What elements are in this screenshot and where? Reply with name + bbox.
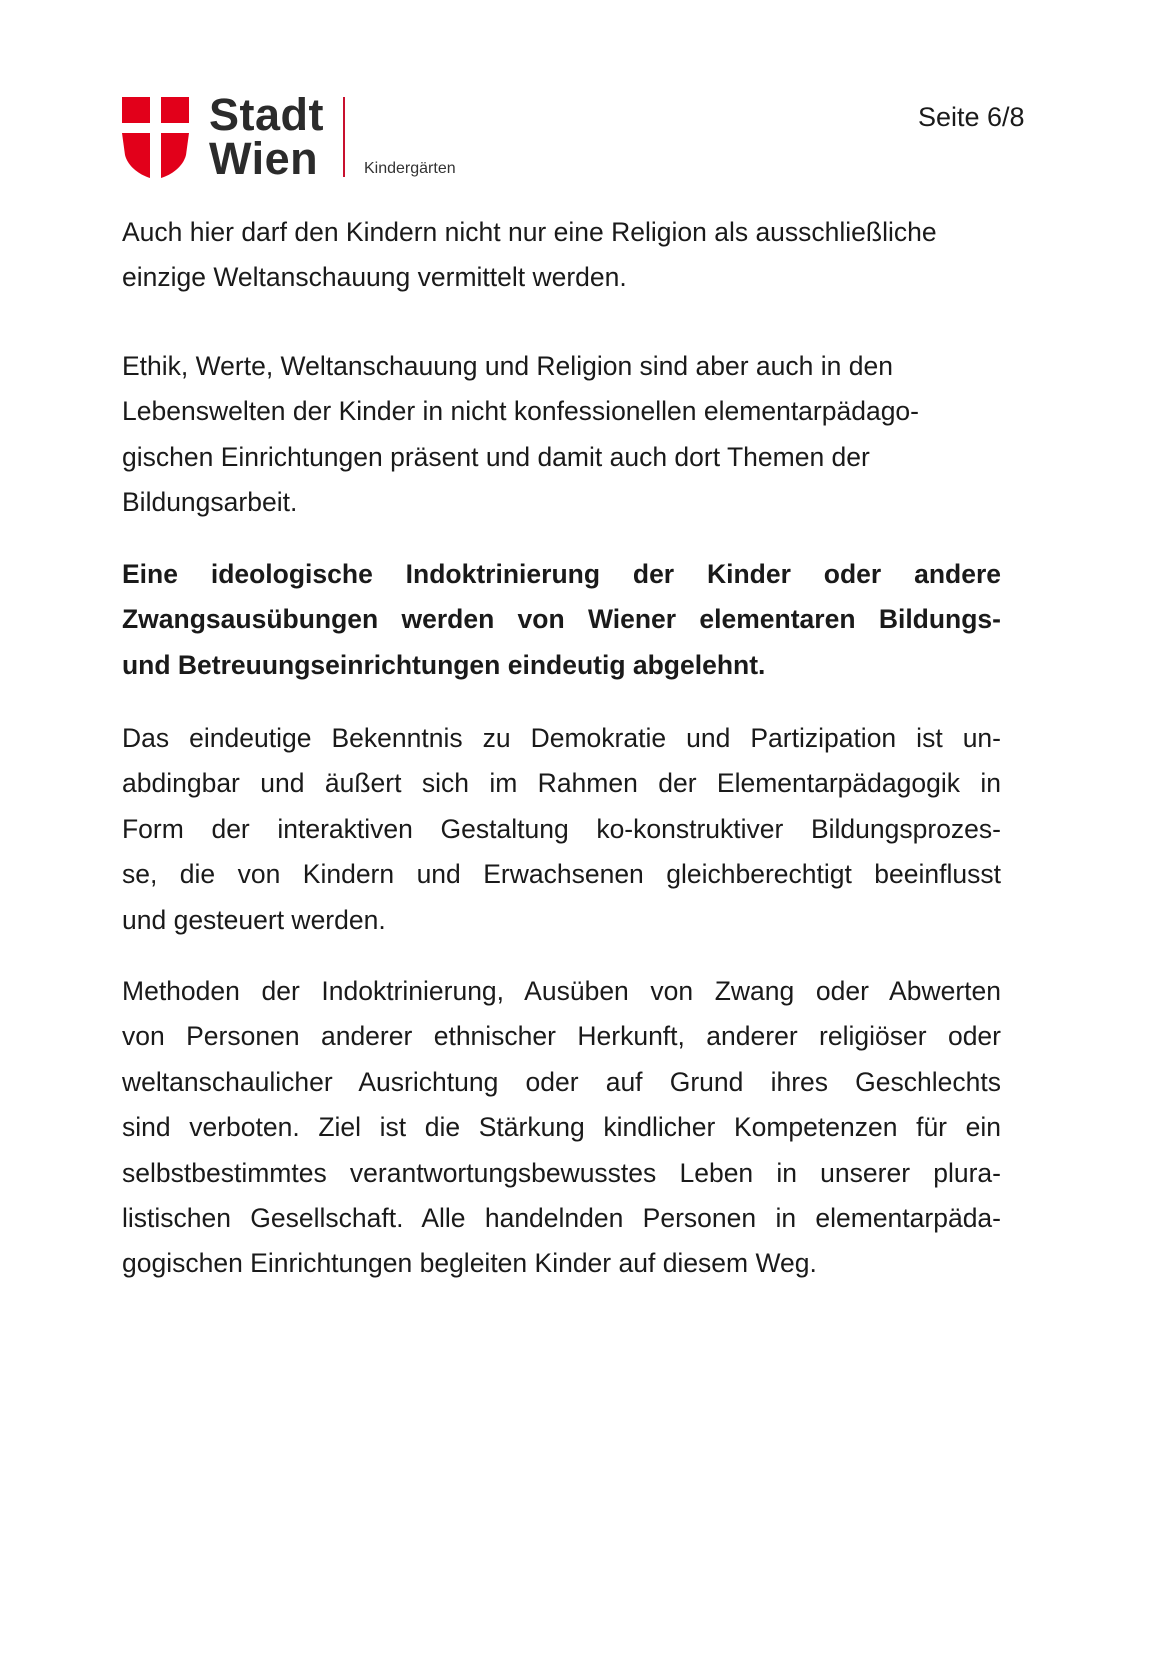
- logo-stadt-text: Stadt: [209, 89, 324, 140]
- text-line: Das eindeutige Bekenntnis zu Demokratie und Partizipation ist un-: [122, 723, 1001, 753]
- paragraph-2: [122, 344, 1001, 526]
- text-line: Form der interaktiven Gestaltung ko-konstruktiver Bildungsprozes-: [122, 813, 1001, 844]
- text-line: sind verboten. Ziel ist die Stärkung kindlicher Kompetenzen für ein: [122, 1112, 1001, 1143]
- text-line: gogischen Einrichtungen begleiten Kinder auf diesem Weg.: [122, 1248, 817, 1279]
- text-line: einzige Weltanschauung vermittelt werden.: [122, 262, 627, 293]
- paragraph-3-bold: [122, 552, 1001, 688]
- text-line: von Personen anderer ethnischer Herkunft, anderer religiöser oder: [122, 1021, 1001, 1052]
- page-number: Seite 6/8: [918, 102, 1025, 132]
- text-line: Ethik, Werte, Weltanschauung und Religion sind aber auch in den: [122, 351, 893, 381]
- paragraph-1: [122, 210, 1001, 301]
- text-line: selbstbestimmtes verantwortungsbewusstes Leben in unserer plura-: [122, 1157, 1001, 1188]
- text-line: se, die von Kindern und Erwachsenen gleichberechtigt beeinflusst: [122, 859, 1001, 890]
- vienna-shield-icon: [122, 97, 189, 178]
- text-line: Auch hier darf den Kindern nicht nur eine Religion als ausschließliche: [122, 217, 937, 247]
- text-line: und Betreuungseinrichtungen eindeutig abgelehnt.: [122, 649, 766, 680]
- text-line: Bildungsarbeit.: [122, 487, 298, 518]
- text-line: Methoden der Indoktrinierung, Ausüben von Zwang oder Abwerten: [122, 976, 1001, 1006]
- text-line: Eine ideologische Indoktrinierung der Kinder oder andere: [122, 559, 1001, 589]
- text-line: Lebenswelten der Kinder in nicht konfessionellen elementarpädago-: [122, 396, 919, 427]
- text-line: listischen Gesellschaft. Alle handelnden Personen in elementarpäda-: [122, 1203, 1001, 1234]
- paragraph-4: [122, 716, 1001, 943]
- text-line: weltanschaulicher Ausrichtung oder auf Grund ihres Geschlechts: [122, 1066, 1001, 1097]
- logo-wien-text: Wien: [209, 133, 319, 184]
- text-line: gischen Einrichtungen präsent und damit auch dort Themen der: [122, 441, 870, 472]
- text-line: abdingbar und äußert sich im Rahmen der Elementarpädagogik in: [122, 768, 1001, 799]
- paragraph-5: [122, 969, 1001, 1287]
- text-line: Zwangsausübungen werden von Wiener elementaren Bildungs-: [122, 604, 1001, 635]
- logo-divider: [343, 97, 345, 177]
- logo-subtitle: Kindergärten: [364, 160, 456, 177]
- text-line: und gesteuert werden.: [122, 904, 386, 935]
